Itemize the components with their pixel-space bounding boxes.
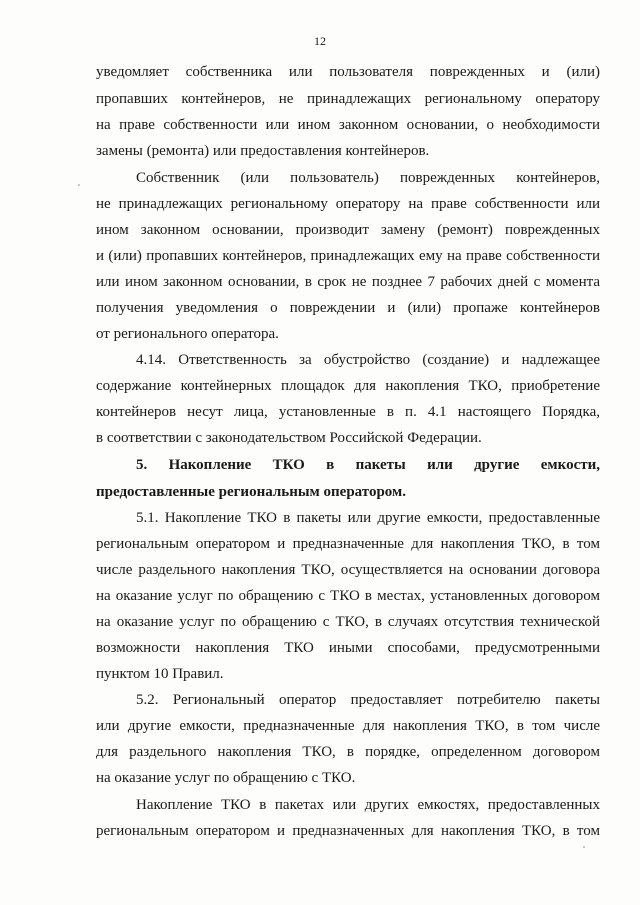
scan-speck [78, 184, 80, 186]
text-line: в соответствии с законодательством Российской Федерации. [96, 430, 482, 446]
text-line: замены (ремонта) или предоставления контейнеров. [96, 143, 430, 159]
text-line: на оказание услуг по обращению с ТКО. [96, 770, 356, 786]
text-line: контейнеров несут лица, установленные в п. 4.1 настоящего Порядка, [96, 404, 600, 420]
text-line: уведомляет собственника или пользователя поврежденных и (или) [96, 64, 600, 80]
text-line: или другие емкости, предназначенные для накопления ТКО, в том числе [96, 718, 600, 734]
text-line: ином законном основании, производит замену (ремонт) поврежденных [96, 222, 600, 238]
text-line: на оказание услуг по обращению с ТКО, в случаях отсутствия технической [96, 614, 600, 630]
text-line: не принадлежащих региональному оператору на праве собственности или [96, 196, 600, 212]
text-line: Накопление ТКО в пакетах или других емкостях, предоставленных [136, 797, 600, 813]
text-line: пропавших контейнеров, не принадлежащих региональному оператору [96, 91, 600, 107]
text-line: или ином законном основании, в срок не позднее 7 рабочих дней с момента [96, 274, 600, 290]
text-line: получения уведомления о повреждении и (или) пропаже контейнеров [96, 300, 600, 316]
section-heading-line: предоставленные региональным оператором. [96, 484, 406, 500]
text-line: 5.1. Накопление ТКО в пакеты или другие емкости, предоставленные [136, 510, 600, 526]
text-line: числе раздельного накопления ТКО, осуществляется на основании договора [96, 562, 600, 578]
text-line: региональным оператором и предназначенные для накопления ТКО, в том [96, 536, 600, 552]
text-line: региональным оператором и предназначенных для накопления ТКО, в том [96, 823, 600, 839]
text-line: пунктом 10 Правил. [96, 666, 224, 682]
text-line: Собственник (или пользователь) поврежденных контейнеров, [136, 170, 600, 186]
text-line: содержание контейнерных площадок для накопления ТКО, приобретение [96, 378, 600, 394]
scan-speck [583, 846, 585, 848]
text-line: на праве собственности или ином законном основании, о необходимости [96, 117, 600, 133]
text-line: и (или) пропавших контейнеров, принадлежащих ему на праве собственности [96, 248, 600, 264]
text-line: на оказание услуг по обращению с ТКО в местах, установленных договором [96, 588, 600, 604]
text-line: возможности накопления ТКО иными способами, предусмотренными [96, 640, 600, 656]
text-line: для раздельного накопления ТКО, в порядке, определенном договором [96, 744, 600, 760]
page-number: 12 [314, 34, 326, 48]
section-heading-line: 5. Накопление ТКО в пакеты или другие емкости, [136, 457, 600, 473]
text-line: от регионального оператора. [96, 326, 279, 342]
text-line: 5.2. Региональный оператор предоставляет потребителю пакеты [136, 692, 600, 708]
text-line: 4.14. Ответственность за обустройство (создание) и надлежащее [136, 352, 600, 368]
